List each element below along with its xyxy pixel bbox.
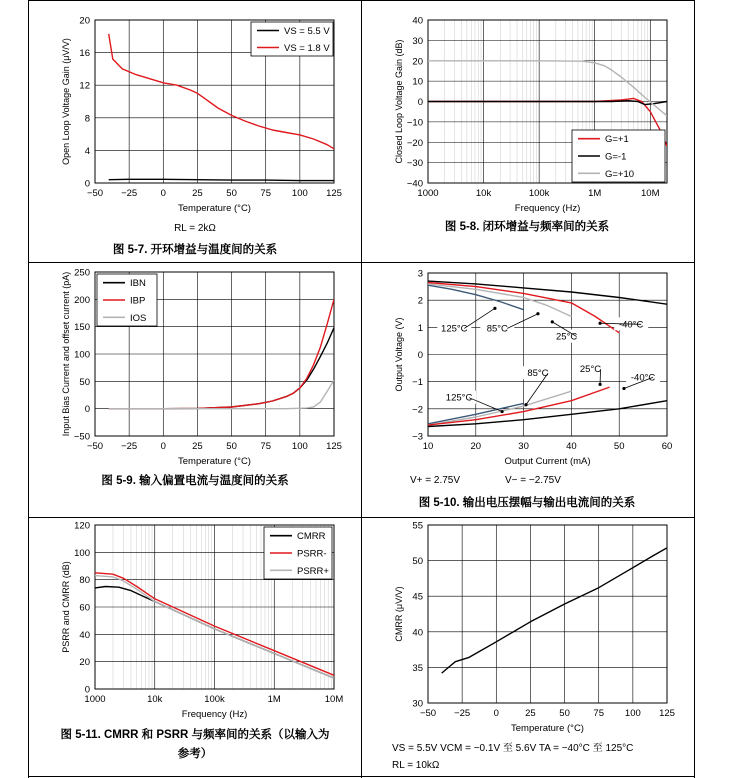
y-tick-label: 20	[79, 15, 90, 27]
series-line-ios	[109, 380, 334, 409]
series-line-g-1	[428, 101, 667, 105]
legend-entry: G=+1	[605, 134, 629, 146]
y-tick-label: 35	[412, 662, 423, 674]
y-tick-label: −40	[406, 178, 423, 190]
y-tick-label: 20	[79, 657, 90, 669]
annotation-label: 125°C	[441, 323, 468, 335]
y-tick-label: 0	[84, 404, 90, 416]
condition-fig-5-7: RL = 2kΩ	[174, 223, 216, 234]
condition-fig-5-10-right: V− = −2.75V	[505, 475, 561, 486]
annotation-arrowhead	[598, 322, 601, 325]
y-tick-label: 80	[79, 575, 90, 587]
y-axis-label: PSRR and CMRR (dB)	[61, 561, 71, 653]
caption-fig-5-7: 图 5-7. 开环增益与温度间的关系	[112, 244, 278, 256]
annotation-label: 25°C	[579, 364, 602, 376]
y-tick-label: 40	[412, 15, 423, 27]
chart-c3	[61, 268, 342, 468]
x-tick-label: −25	[121, 188, 138, 199]
legend-entry: IBN	[130, 278, 146, 290]
legend-entry: VS = 1.8 V	[284, 43, 330, 54]
chart-c2	[394, 16, 667, 215]
y-tick-label: 1	[417, 322, 423, 334]
y-tick-label: −2	[412, 404, 423, 416]
x-tick-label: 60	[661, 441, 673, 452]
series-line-vs-5-5-v	[109, 179, 334, 180]
series-line-g-10	[428, 61, 667, 116]
x-tick-label: 75	[593, 708, 605, 719]
x-tick-label: 20	[470, 441, 482, 452]
y-axis-label: Input Bias Current and offset current (pA)	[61, 271, 71, 437]
annotation-arrowhead	[536, 312, 539, 315]
x-tick-label: 0	[160, 188, 166, 199]
series-line-ibn	[109, 328, 334, 409]
chart-c1	[61, 16, 342, 215]
y-tick-label: −20	[406, 137, 423, 149]
x-tick-label: −25	[454, 708, 471, 719]
y-tick-label: 16	[79, 48, 90, 60]
x-tick-label: 50	[226, 441, 237, 452]
y-tick-label: 20	[412, 56, 423, 68]
y-tick-label: 30	[412, 698, 423, 710]
y-tick-label: 60	[79, 602, 90, 614]
legend-entry: PSRR-	[297, 548, 327, 560]
y-tick-label: 50	[412, 556, 423, 568]
annotation-arrowhead	[493, 307, 496, 310]
legend-entry: PSRR+	[297, 565, 329, 577]
legend-entry: G=+10	[605, 168, 635, 180]
caption-fig-5-8: 图 5-8. 闭环增益与频率间的关系	[444, 221, 610, 233]
x-tick-label: 100	[291, 441, 308, 452]
x-tick-label: 50	[613, 441, 625, 452]
condition-fig-5-10-left: V+ = 2.75V	[410, 475, 461, 486]
condition-fig-5-12-line2: RL = 10kΩ	[392, 760, 440, 771]
x-tick-label: 10M	[324, 694, 344, 705]
y-tick-label: −3	[412, 431, 423, 443]
x-tick-label: 10k	[147, 694, 163, 705]
caption-fig-5-9: 图 5-9. 输入偏置电流与温度间的关系	[101, 475, 289, 487]
y-tick-label: 30	[412, 35, 423, 47]
y-tick-label: 40	[412, 627, 423, 639]
y-tick-label: 120	[74, 520, 90, 532]
annotation-arrowhead	[622, 387, 625, 390]
legend	[264, 527, 332, 579]
y-tick-label: −1	[412, 377, 423, 389]
legend	[251, 22, 333, 56]
chart-c4	[394, 269, 672, 468]
y-tick-label: 250	[74, 267, 90, 279]
y-tick-label: 10	[412, 76, 423, 88]
x-tick-label: 100	[624, 708, 641, 719]
annotation-label: -40°C	[618, 319, 644, 331]
annotation-label: 125°C	[445, 392, 473, 404]
condition-fig-5-12-line1: VS = 5.5V VCM = −0.1V 至 5.6V TA = −40°C 至 125°C	[392, 743, 634, 754]
x-tick-label: 50	[559, 708, 570, 719]
series-line-0	[442, 548, 667, 673]
y-tick-label: −10	[406, 117, 423, 129]
x-axis-label: Temperature (°C)	[511, 723, 584, 734]
x-tick-label: 125	[659, 708, 675, 719]
x-tick-label: 25	[525, 708, 536, 719]
legend-entry: IOS	[130, 312, 147, 324]
y-tick-label: 45	[412, 591, 423, 603]
y-axis-label: Output Voltage (V)	[394, 317, 404, 392]
caption-fig-5-11-line1: 图 5-11. CMRR 和 PSRR 与频率间的关系（以输入为	[60, 729, 330, 741]
y-tick-label: 40	[79, 629, 90, 641]
legend-entry: IBP	[130, 295, 146, 307]
y-tick-label: 0	[417, 350, 423, 361]
x-tick-label: 1M	[267, 694, 281, 705]
x-tick-label: 1000	[417, 188, 439, 199]
caption-fig-5-11-line2: 参考）	[177, 748, 213, 760]
x-tick-label: 10	[422, 441, 434, 452]
y-tick-label: −50	[73, 431, 90, 443]
x-tick-label: 25	[192, 441, 203, 452]
y-axis-label: Closed Loop Voltage Gain (dB)	[394, 39, 404, 164]
x-tick-label: 125	[326, 188, 342, 199]
x-tick-label: −50	[419, 708, 437, 719]
annotation-arrowhead	[500, 410, 503, 413]
annotation-arrowhead	[551, 320, 554, 323]
x-tick-label: 125	[326, 441, 342, 452]
y-tick-label: 0	[417, 97, 423, 108]
x-tick-label: 0	[160, 441, 166, 452]
x-tick-label: 30	[518, 441, 529, 452]
y-tick-label: 50	[79, 376, 90, 388]
y-axis-label: CMRR (μV/V)	[394, 586, 404, 642]
y-tick-label: 8	[84, 113, 90, 125]
x-tick-label: 40	[566, 441, 577, 452]
legend-entry: VS = 5.5 V	[284, 26, 330, 37]
x-tick-label: −50	[86, 441, 104, 452]
x-axis-label: Frequency (Hz)	[181, 709, 248, 720]
y-tick-label: 2	[417, 295, 423, 307]
legend	[97, 274, 157, 326]
x-tick-label: 1000	[84, 694, 106, 705]
caption-fig-5-10: 图 5-10. 输出电压摆幅与输出电流间的关系	[418, 497, 636, 509]
annotation-arrow	[469, 398, 502, 412]
legend-entry: CMRR	[297, 531, 326, 543]
x-tick-label: 1M	[588, 188, 602, 199]
x-tick-label: 100k	[528, 188, 550, 199]
y-tick-label: 100	[74, 547, 90, 559]
series-line--40-c	[428, 401, 667, 427]
legend-entry: G=-1	[605, 151, 627, 163]
y-tick-label: 3	[417, 268, 423, 280]
annotation-label: -40°C	[630, 372, 656, 384]
x-axis-label: Output Current (mA)	[504, 456, 591, 467]
chart-c5	[61, 521, 343, 721]
legend	[572, 130, 665, 182]
annotation-arrowhead	[524, 403, 527, 406]
x-tick-label: 75	[260, 441, 272, 452]
x-tick-label: 100k	[204, 694, 225, 705]
annotation-label: 85°C	[486, 323, 508, 335]
y-tick-label: 200	[74, 294, 90, 306]
y-tick-label: 0	[84, 178, 90, 190]
annotation-arrowhead	[598, 383, 601, 386]
x-tick-label: 50	[226, 188, 237, 199]
y-axis-label: Open Loop Voltage Gain (μV/V)	[61, 38, 71, 165]
x-tick-label: 100	[291, 188, 308, 199]
plot-frame	[428, 525, 667, 703]
y-tick-label: 12	[79, 80, 90, 92]
x-axis-label: Frequency (Hz)	[514, 203, 581, 214]
chart-c6	[394, 521, 675, 735]
y-tick-label: 100	[74, 349, 90, 361]
y-tick-label: 4	[84, 145, 90, 157]
x-tick-label: −25	[121, 441, 138, 452]
x-tick-label: 10M	[641, 188, 660, 199]
x-axis-label: Temperature (°C)	[178, 203, 251, 214]
x-tick-label: 25	[192, 188, 203, 199]
x-tick-label: 10k	[475, 188, 492, 199]
annotation-arrow	[507, 314, 538, 329]
x-tick-label: −50	[86, 188, 104, 199]
x-tick-label: 75	[260, 188, 272, 199]
y-tick-label: 55	[412, 520, 423, 532]
y-tick-label: −30	[406, 158, 423, 170]
annotation-label: 25°C	[556, 331, 578, 343]
x-axis-label: Temperature (°C)	[178, 456, 251, 467]
annotation-label: 85°C	[527, 368, 549, 380]
y-tick-label: 150	[74, 322, 90, 334]
y-tick-label: 0	[84, 684, 90, 696]
x-tick-label: 0	[493, 708, 499, 719]
